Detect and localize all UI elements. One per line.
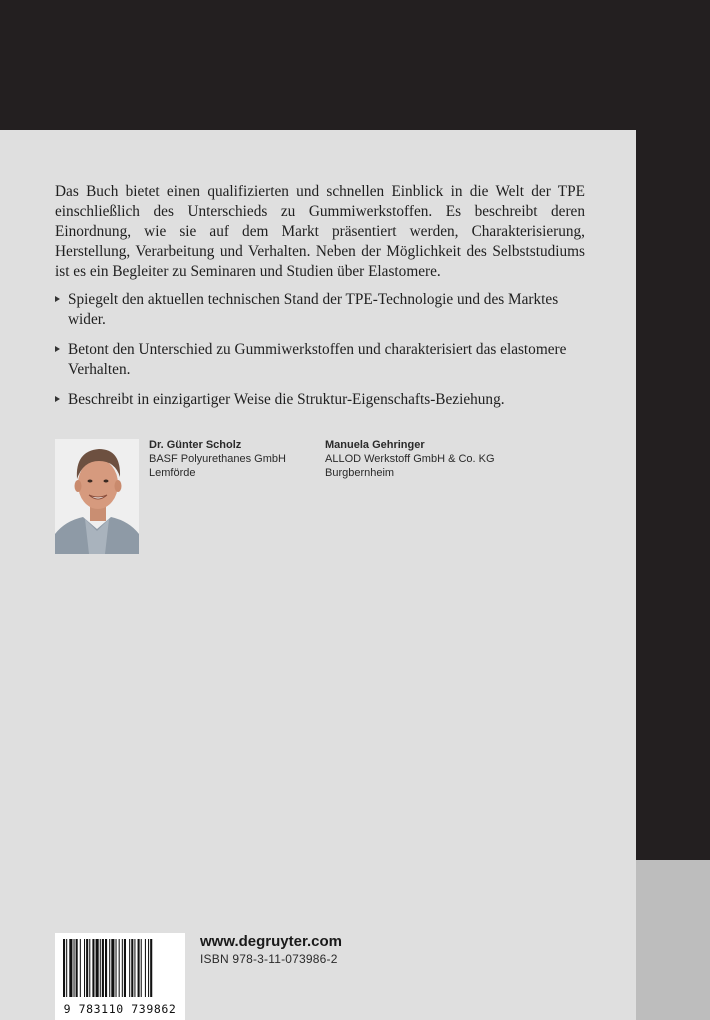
barcode-bars-icon [55, 933, 185, 1003]
feature-item [55, 390, 595, 410]
author-1 [149, 438, 286, 480]
triangle-bullet-icon [55, 346, 60, 352]
triangle-bullet-icon [55, 296, 60, 302]
feature-list [55, 290, 595, 420]
right-dark-strip [636, 130, 710, 860]
barcode-digits: 9 783110 739862 [63, 1002, 177, 1016]
back-cover-panel [0, 130, 636, 1020]
dark-top-band [0, 0, 710, 130]
author-1-name: Dr. Günter Scholz [149, 439, 242, 451]
author-2-company: ALLOD Werkstoff GmbH & Co. KG [325, 453, 495, 465]
feature-item [55, 340, 595, 380]
feature-text: Beschreibt in einzigartiger Weise die Struktur-Eigenschafts-Beziehung. [68, 391, 505, 408]
author-1-company: BASF Polyurethanes GmbH [149, 453, 286, 465]
author-2-name: Manuela Gehringer [325, 439, 425, 451]
isbn-barcode [55, 933, 185, 1020]
intro-paragraph: Das Buch bietet einen qualifizierten und schnellen Einblick in die Welt der TPE einschließlich des Unterschieds zu Gummiwerkstoffen. Es beschreibt deren Einordnung, wie sie auf dem Markt präsentiert werden, Charakterisierung, Herstellung, Verarbeitung und Verhalten. Neben der Möglichkeit des Selbststudiums ist es ein Begleiter zu Seminaren und Studien über Elastomere. [55, 183, 585, 280]
author-1-city: Lemförde [149, 467, 196, 479]
triangle-bullet-icon [55, 396, 60, 402]
isbn-number: ISBN 978-3-11-073986-2 [200, 952, 338, 966]
author-2-city: Burgbernheim [325, 467, 395, 479]
right-light-strip [636, 860, 710, 1020]
feature-text: Spiegelt den aktuellen technischen Stand der TPE-Technologie und des Marktes wider. [68, 291, 559, 328]
feature-item [55, 290, 595, 330]
publisher-url[interactable]: www.degruyter.com [200, 933, 342, 950]
author-photo [55, 439, 139, 554]
author-portrait-icon [55, 439, 139, 554]
feature-text: Betont den Unterschied zu Gummiwerkstoffen und charakterisiert das elastomere Verhalten. [68, 341, 567, 378]
author-2 [325, 438, 495, 480]
